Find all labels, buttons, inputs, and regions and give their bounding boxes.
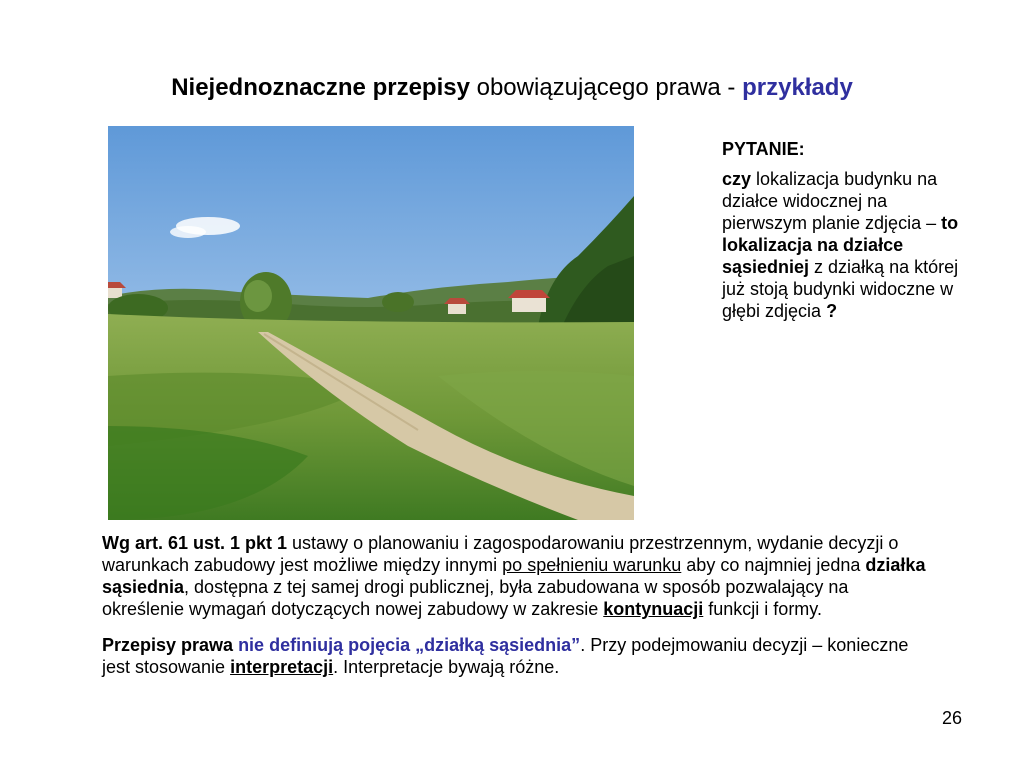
question-heading: PYTANIE:	[722, 139, 805, 159]
paragraph-article	[102, 532, 932, 620]
question-emphasis: to lokalizacja na działce sąsiedniej	[722, 213, 959, 277]
question-text	[722, 168, 962, 322]
underlined-term: po spełnieniu warunku	[502, 555, 682, 575]
bold-underlined-term: kontynuacji	[603, 599, 704, 619]
title-part-highlight: przykłady	[742, 74, 853, 101]
paragraph-part: . Interpretacje bywają różne.	[333, 657, 560, 677]
question-box	[722, 138, 962, 330]
question-part: lokalizacja budynku na działce widocznej na pierwszym planie zdjęcia –	[722, 169, 942, 233]
page-number: 26	[941, 708, 962, 728]
landscape-photo-icon	[108, 126, 634, 520]
paragraph-part: funkcji i formy.	[703, 599, 822, 619]
bold-term: działka sąsiednia	[102, 555, 926, 597]
article-reference: Wg art. 61 ust. 1 pkt 1	[102, 533, 288, 553]
paragraph-part: . Przy podejmowaniu decyzji – konieczne jest stosowanie	[102, 635, 909, 677]
slide-title	[0, 72, 1024, 104]
title-part-regular: obowiązującego prawa -	[469, 74, 743, 101]
paragraph-interpretation	[102, 634, 932, 678]
body-text	[102, 532, 932, 692]
paragraph-part: , dostępna z tej samej drogi publicznej, była zabudowana w sposób pozwalający na określenie wymagań dotyczących nowej zabudowy w zakresie	[102, 577, 849, 619]
paragraph-part: ustawy o planowaniu i zagospodarowaniu przestrzennym, wydanie decyzji o warunkach zabudowy jest możliwe między innymi	[102, 533, 899, 575]
bold-underlined-term: interpretacji	[230, 657, 334, 677]
question-word-czy: czy	[722, 169, 752, 189]
title-part-bold: Niejednoznaczne przepisy	[171, 74, 470, 101]
paragraph-part: aby co najmniej jedna	[681, 555, 866, 575]
question-mark: ?	[826, 301, 838, 321]
question-part: z działką na której już stoją budynki widoczne w głębi zdjęcia	[722, 257, 959, 321]
highlight-term: nie definiują pojęcia „działką sąsiednia”	[233, 635, 581, 655]
bold-term: Przepisy prawa	[102, 635, 234, 655]
